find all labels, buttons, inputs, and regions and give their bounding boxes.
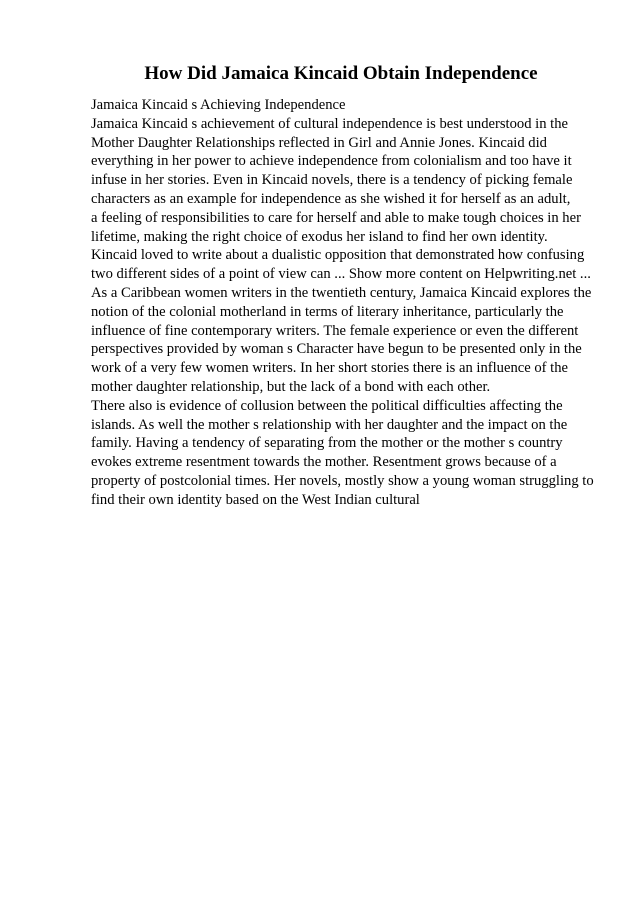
body-line: family. Having a tendency of separating from the mother or the mother s country (91, 435, 563, 452)
body-line: notion of the colonial motherland in terms of literary inheritance, particularly the (91, 303, 564, 320)
body-line: two different sides of a point of view can ... Show more content on Helpwriting.net ... (91, 266, 591, 283)
body-line: a feeling of responsibilities to care for herself and able to make tough choices in her (91, 209, 581, 226)
body-line: find their own identity based on the West Indian cultural (91, 491, 420, 508)
body-line: influence of fine contemporary writers. The female experience or even the different (91, 322, 579, 339)
document-title: How Did Jamaica Kincaid Obtain Independence (144, 63, 538, 84)
body-line: property of postcolonial times. Her novels, mostly show a young woman struggling to (91, 472, 594, 489)
body-line: perspectives provided by woman s Character have begun to be presented only in the (91, 341, 582, 358)
body-line: characters as an example for independence as she wished it for herself as an adult, (91, 190, 571, 207)
body-line: Mother Daughter Relationships reflected in Girl and Annie Jones. Kincaid did (91, 134, 547, 151)
body-line: Jamaica Kincaid s achievement of cultural independence is best understood in the (91, 115, 568, 132)
body-line: evokes extreme resentment towards the mother. Resentment grows because of a (91, 454, 557, 471)
body-line: islands. As well the mother s relationship with her daughter and the impact on the (91, 416, 568, 433)
body-line: Kincaid loved to write about a dualistic opposition that demonstrated how confusing (91, 247, 585, 264)
body-line: everything in her power to achieve independence from colonialism and too have it (91, 153, 572, 170)
document-body (91, 96, 611, 510)
body-line: mother daughter relationship, but the lack of a bond with each other. (91, 378, 491, 395)
body-line: work of a very few women writers. In her short stories there is an influence of the (91, 360, 568, 377)
body-line: As a Caribbean women writers in the twentieth century, Jamaica Kincaid explores the (91, 284, 592, 301)
body-line: Jamaica Kincaid s Achieving Independence (91, 97, 346, 113)
body-line: lifetime, making the right choice of exodus her island to find her own identity. (91, 228, 548, 245)
body-line: infuse in her stories. Even in Kincaid novels, there is a tendency of picking female (91, 172, 573, 189)
body-line: There also is evidence of collusion between the political difficulties affecting the (91, 397, 563, 414)
